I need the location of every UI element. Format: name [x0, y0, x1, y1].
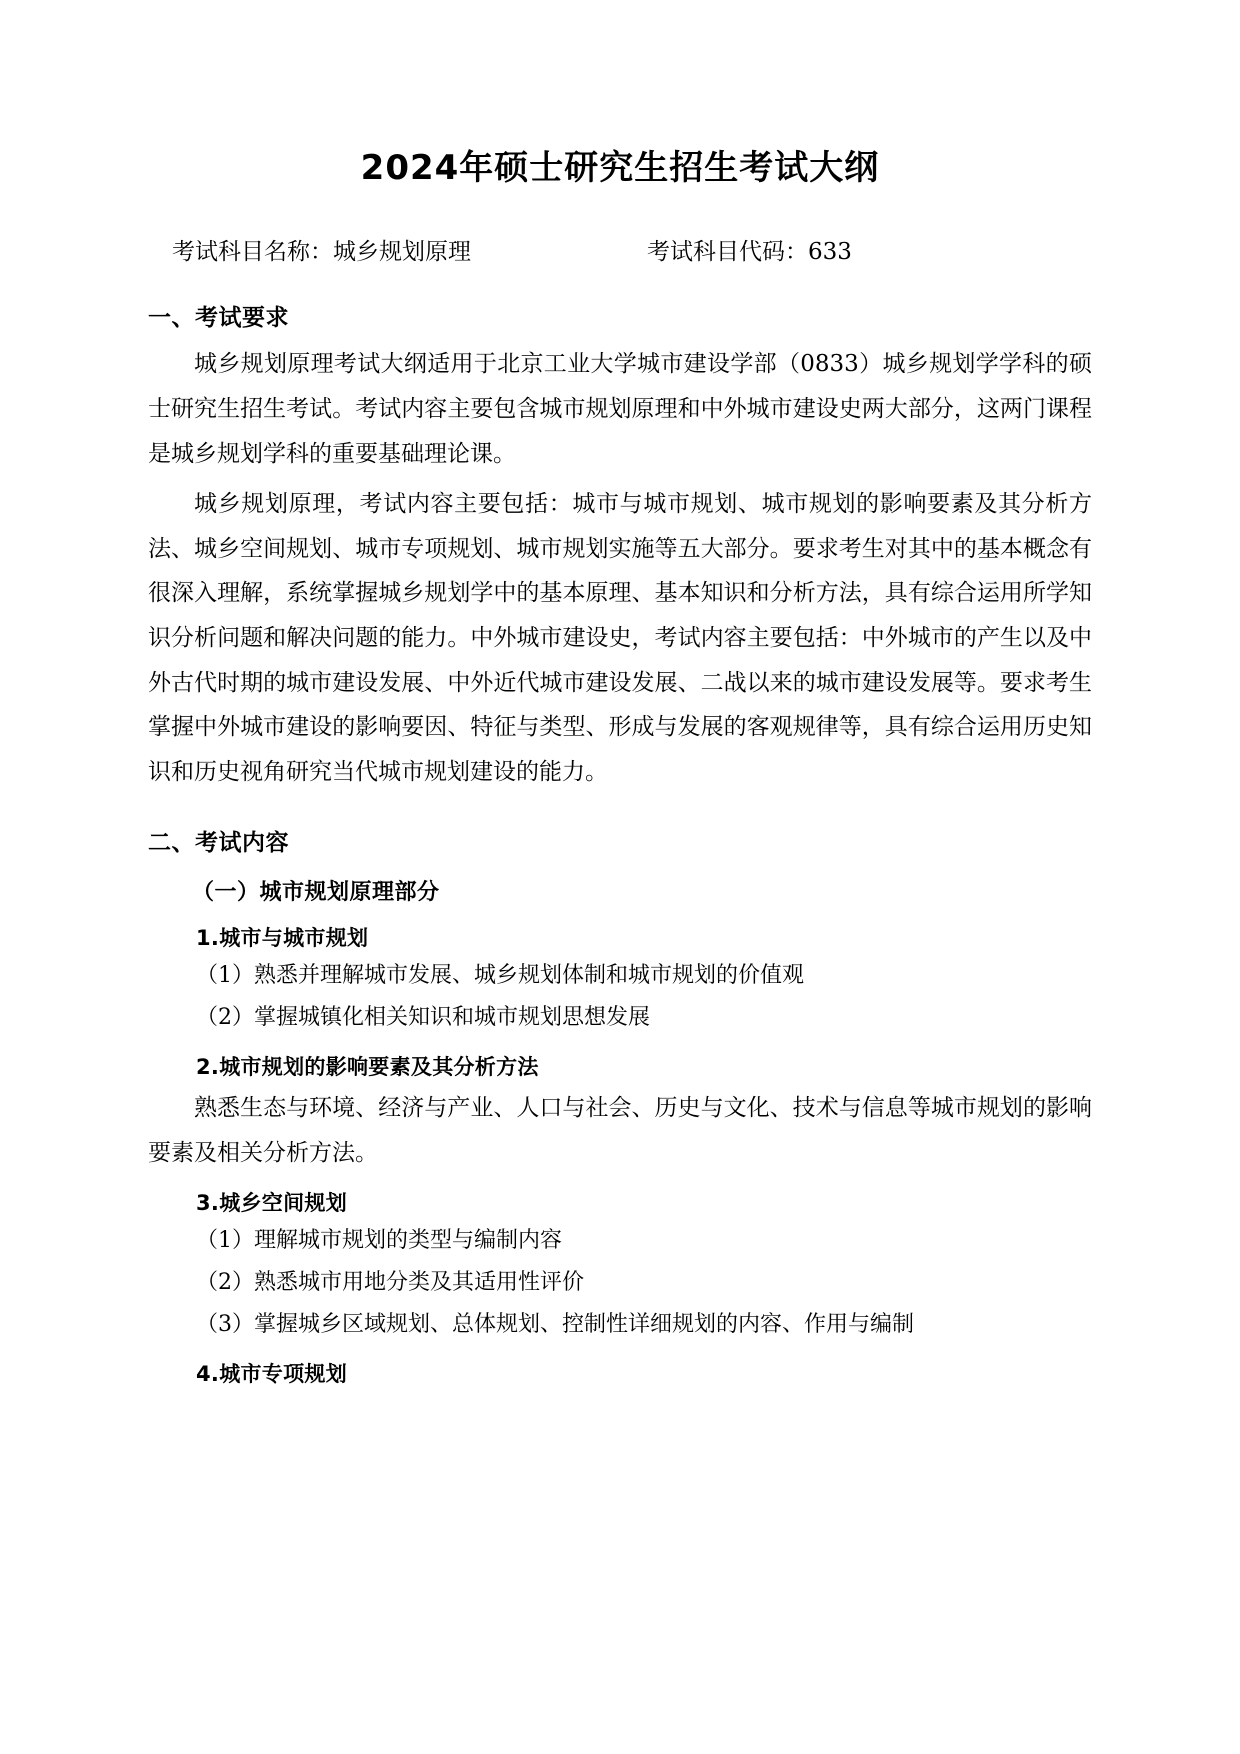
list-item: （2）掌握城镇化相关知识和城市规划思想发展	[196, 1005, 650, 1031]
subsection-heading-part-one: （一）城市规划原理部分	[192, 880, 440, 906]
topic-heading-2: 2.城市规划的影响要素及其分析方法	[196, 1054, 539, 1079]
subject-name-label: 考试科目名称：城乡规划原理	[172, 238, 471, 265]
requirements-paragraph-1: 城乡规划原理考试大纲适用于北京工业大学城市建设学部（0833）城乡规划学学科的硕士研究生招生考试。考试内容主要包含城市规划原理和中外城市建设史两大部分，这两门课程是城乡规划学科的重要基础理论课。	[148, 351, 1092, 467]
page-title: 2024年硕士研究生招生考试大纲	[360, 148, 880, 188]
list-item: （2）熟悉城市用地分类及其适用性评价	[196, 1270, 584, 1295]
list-item: （3）掌握城乡区域规划、总体规划、控制性详细规划的内容、作用与编制	[196, 1311, 914, 1337]
list-item: （1）理解城市规划的类型与编制内容	[196, 1228, 562, 1254]
subject-code-label: 考试科目代码：633	[647, 238, 852, 265]
topic-heading-4: 4.城市专项规划	[196, 1361, 347, 1386]
section-heading-requirements: 一、考试要求	[148, 305, 289, 332]
subject-info-line	[148, 235, 1092, 270]
page-content	[148, 0, 1092, 1391]
requirements-paragraph-2: 城乡规划原理，考试内容主要包括：城市与城市规划、城市规划的影响要素及其分析方法、城乡空间规划、城市专项规划、城市规划实施等五大部分。要求考生对其中的基本概念有很深入理解，系统掌握城乡规划学中的基本原理、基本知识和分析方法，具有综合运用所学知识分析问题和解决问题的能力。中外城市建设史，考试内容主要包括：中外城市的产生以及中外古代时期的城市建设发展、中外近代城市建设发展、二战以来的城市建设发展等。要求考生掌握中外城市建设的影响要因、特征与类型、形成与发展的客观规律等，具有综合运用历史知识和历史视角研究当代城市规划建设的能力。	[148, 491, 1092, 785]
section-heading-content: 二、考试内容	[148, 830, 289, 857]
topic-heading-1: 1.城市与城市规划	[196, 926, 369, 951]
topic-heading-3: 3.城乡空间规划	[196, 1191, 347, 1216]
topic-2-paragraph: 熟悉生态与环境、经济与产业、人口与社会、历史与文化、技术与信息等城市规划的影响要素及相关分析方法。	[148, 1094, 1092, 1166]
list-item: （1）熟悉并理解城市发展、城乡规划体制和城市规划的价值观	[196, 963, 804, 989]
